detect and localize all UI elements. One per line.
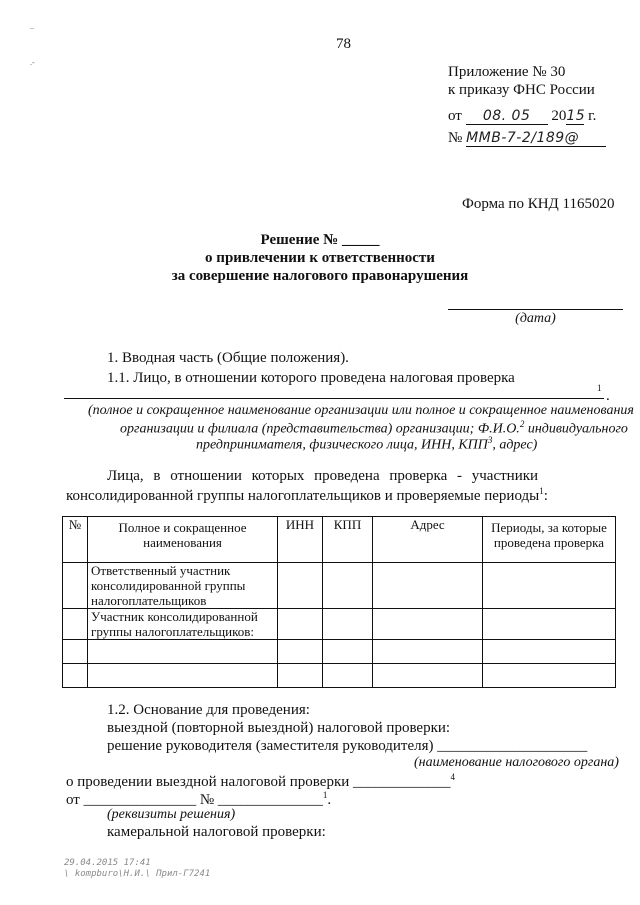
table-cell — [63, 609, 88, 640]
section1-sub: 1.1. Лицо, в отношении которого проведена налоговая проверка — [107, 370, 515, 386]
order-year-handwritten: 15 — [566, 108, 586, 124]
date-caption: (дата) — [515, 311, 556, 326]
line4-text: от _______________ № ______________ — [66, 792, 323, 808]
decision-subtitle-2: за совершение налогового правонарушения — [171, 268, 469, 284]
taxpayer-caption-line1: (полное и сокращенное наименование организации или полное и сокращенное наименования — [88, 403, 634, 418]
participants-line2 — [66, 486, 548, 505]
section12-line5: камеральной налоговой проверки: — [107, 824, 326, 840]
line3-text: о проведении выездной налоговой проверки _____________ — [66, 774, 451, 790]
year-prefix: 20 — [551, 108, 567, 124]
page-number: 78 — [336, 36, 351, 52]
section12-line2: решение руководителя (заместителя руководителя) ____________________ — [107, 738, 588, 754]
section12-line3 — [66, 772, 455, 791]
table-cell — [483, 609, 616, 640]
appendix-line1: Приложение № 30 — [448, 64, 566, 80]
decision-subtitle-1: о привлечении к ответственности — [205, 250, 435, 266]
scan-stamp-date: 29.04.2015 17:41 — [64, 858, 151, 868]
table-cell — [323, 664, 373, 688]
table-cell — [278, 640, 323, 664]
caption3-tail: , адрес) — [492, 437, 538, 453]
participants-table — [62, 516, 616, 688]
col-header-number: № — [63, 517, 88, 563]
taxpayer-caption-line3 — [196, 435, 537, 454]
table-cell — [88, 664, 278, 688]
table-cell — [278, 609, 323, 640]
section1-heading: 1. Вводная часть (Общие положения). — [107, 350, 349, 366]
table-cell — [373, 563, 483, 609]
table-cell — [323, 609, 373, 640]
col-header-name: Полное и сокращенное наименования — [88, 517, 278, 563]
participants-colon: : — [543, 488, 548, 504]
table-cell: Ответственный участник консолидированной группы налогоплательщиков — [88, 563, 278, 609]
table-cell — [88, 640, 278, 664]
order-date-handwritten: 08. 05 — [466, 108, 548, 125]
caption2-tail: индивидуального — [524, 421, 628, 437]
decision-details-caption: (реквизиты решения) — [107, 807, 236, 822]
caption3-text: предпринимателя, физического лица, ИНН, КПП — [196, 437, 488, 453]
tax-authority-caption: (наименование налогового органа) — [414, 755, 619, 770]
table-row — [63, 609, 616, 640]
table-cell — [323, 640, 373, 664]
table-row — [63, 563, 616, 609]
scan-mark-mid: .- — [30, 58, 35, 67]
date-prefix: от — [448, 108, 462, 124]
table-cell — [278, 664, 323, 688]
table-cell: Участник консолидированной группы налогоплательщиков: — [88, 609, 278, 640]
table-cell — [63, 640, 88, 664]
table-header-row — [63, 517, 616, 563]
form-code: Форма по КНД 1165020 — [462, 196, 615, 212]
table-cell — [63, 664, 88, 688]
participants-text: консолидированной группы налогоплательщиков и проверяемые периоды — [66, 488, 540, 504]
col-header-periods: Периоды, за которые проведена проверка — [483, 517, 616, 563]
line4-tail: . — [327, 792, 332, 808]
taxpayer-footnote-mark: 1 — [597, 383, 602, 393]
decision-title: Решение № _____ — [260, 232, 380, 248]
table-cell — [323, 563, 373, 609]
line4-sup: 1 — [322, 790, 328, 800]
scan-mark-top: .. — [30, 22, 34, 31]
taxpayer-line-end: . — [606, 388, 610, 404]
table-row — [63, 664, 616, 688]
participants-sup: 1 — [539, 486, 544, 496]
order-number-handwritten: ММВ-7-2/189@ — [466, 130, 606, 147]
table-cell — [373, 640, 483, 664]
table-cell — [63, 563, 88, 609]
caption2-text: организации и филиала (представительства) организации; Ф.И.О. — [120, 421, 520, 437]
table-row — [63, 640, 616, 664]
table-cell — [483, 563, 616, 609]
appendix-line2: к приказу ФНС России — [448, 82, 595, 98]
year-suffix: г. — [588, 108, 597, 124]
caption2-sup: 2 — [519, 419, 525, 429]
scan-stamp-path: \ kompburo\Н.И.\ Прил-Г7241 — [64, 869, 211, 879]
date-field-line — [448, 309, 623, 310]
table-cell — [483, 640, 616, 664]
table-cell — [278, 563, 323, 609]
participants-line1: Лица, в отношении которых проведена проверка - участники — [107, 468, 539, 484]
taxpayer-field-line — [64, 398, 604, 399]
line3-sup: 4 — [450, 772, 456, 782]
caption3-sup: 3 — [487, 435, 493, 445]
appendix-number-line — [448, 130, 606, 147]
section12-line1: выездной (повторной выездной) налоговой проверки: — [107, 720, 451, 736]
table-cell — [373, 664, 483, 688]
table-cell — [483, 664, 616, 688]
col-header-kpp: КПП — [323, 517, 373, 563]
appendix-date-line — [448, 108, 596, 125]
number-prefix: № — [448, 130, 463, 146]
col-header-address: Адрес — [373, 517, 483, 563]
table-cell — [373, 609, 483, 640]
col-header-inn: ИНН — [278, 517, 323, 563]
section12-heading: 1.2. Основание для проведения: — [107, 702, 310, 718]
